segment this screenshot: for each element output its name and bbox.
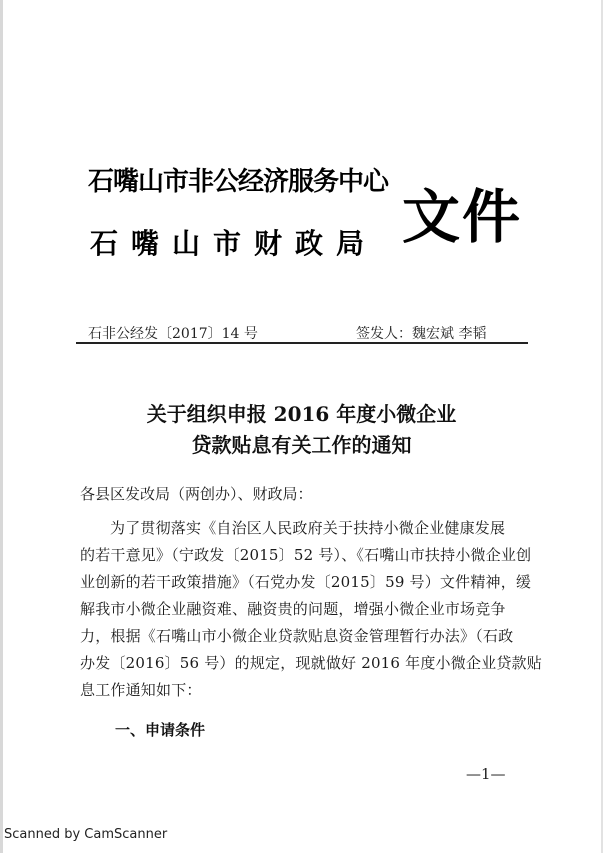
paragraph-line: 办发〔2016〕56 号）的规定，现就做好 2016 年度小微企业贷款贴 <box>80 654 542 672</box>
doc-type-label: 文件 <box>402 183 523 251</box>
paragraph-line: 的若干意见》（宁政发〔2015〕52 号）、《石嘴山市扶持小微企业创 <box>80 546 532 564</box>
addressee: 各县区发改局（两创办）、财政局： <box>80 485 313 503</box>
paragraph-line: 业创新的若干政策措施》（石党办发〔2015〕59 号）文件精神，缓 <box>80 573 532 591</box>
title-line-1: 关于组织申报 2016 年度小微企业 <box>146 402 457 426</box>
paragraph-line: 解我市小微企业融资难、融资贵的问题，增强小微企业市场竞争 <box>80 600 506 618</box>
section-heading: 一、申请条件 <box>115 721 206 739</box>
signer: 签发人：魏宏斌 李韬 <box>356 326 487 342</box>
paragraph-line: 力，根据《石嘴山市小微企业贷款贴息资金管理暂行办法》（石政 <box>80 627 514 645</box>
title-line-2: 贷款贴息有关工作的通知 <box>191 433 412 457</box>
body-paragraph <box>80 515 542 704</box>
doc-number: 石非公经发〔2017〕14 号 <box>88 326 258 342</box>
header-divider <box>76 342 528 344</box>
issuer-line-2: 石嘴山市财政局 <box>90 227 378 260</box>
paragraph-line: 为了贯彻落实《自治区人民政府关于扶持小微企业健康发展 <box>110 519 506 537</box>
scanner-watermark: Scanned by CamScanner <box>4 827 168 842</box>
paragraph-line: 息工作通知如下： <box>80 681 202 699</box>
page-number: —1— <box>466 765 506 783</box>
issuer-line-1: 石嘴山市非公经济服务中心 <box>88 167 389 197</box>
